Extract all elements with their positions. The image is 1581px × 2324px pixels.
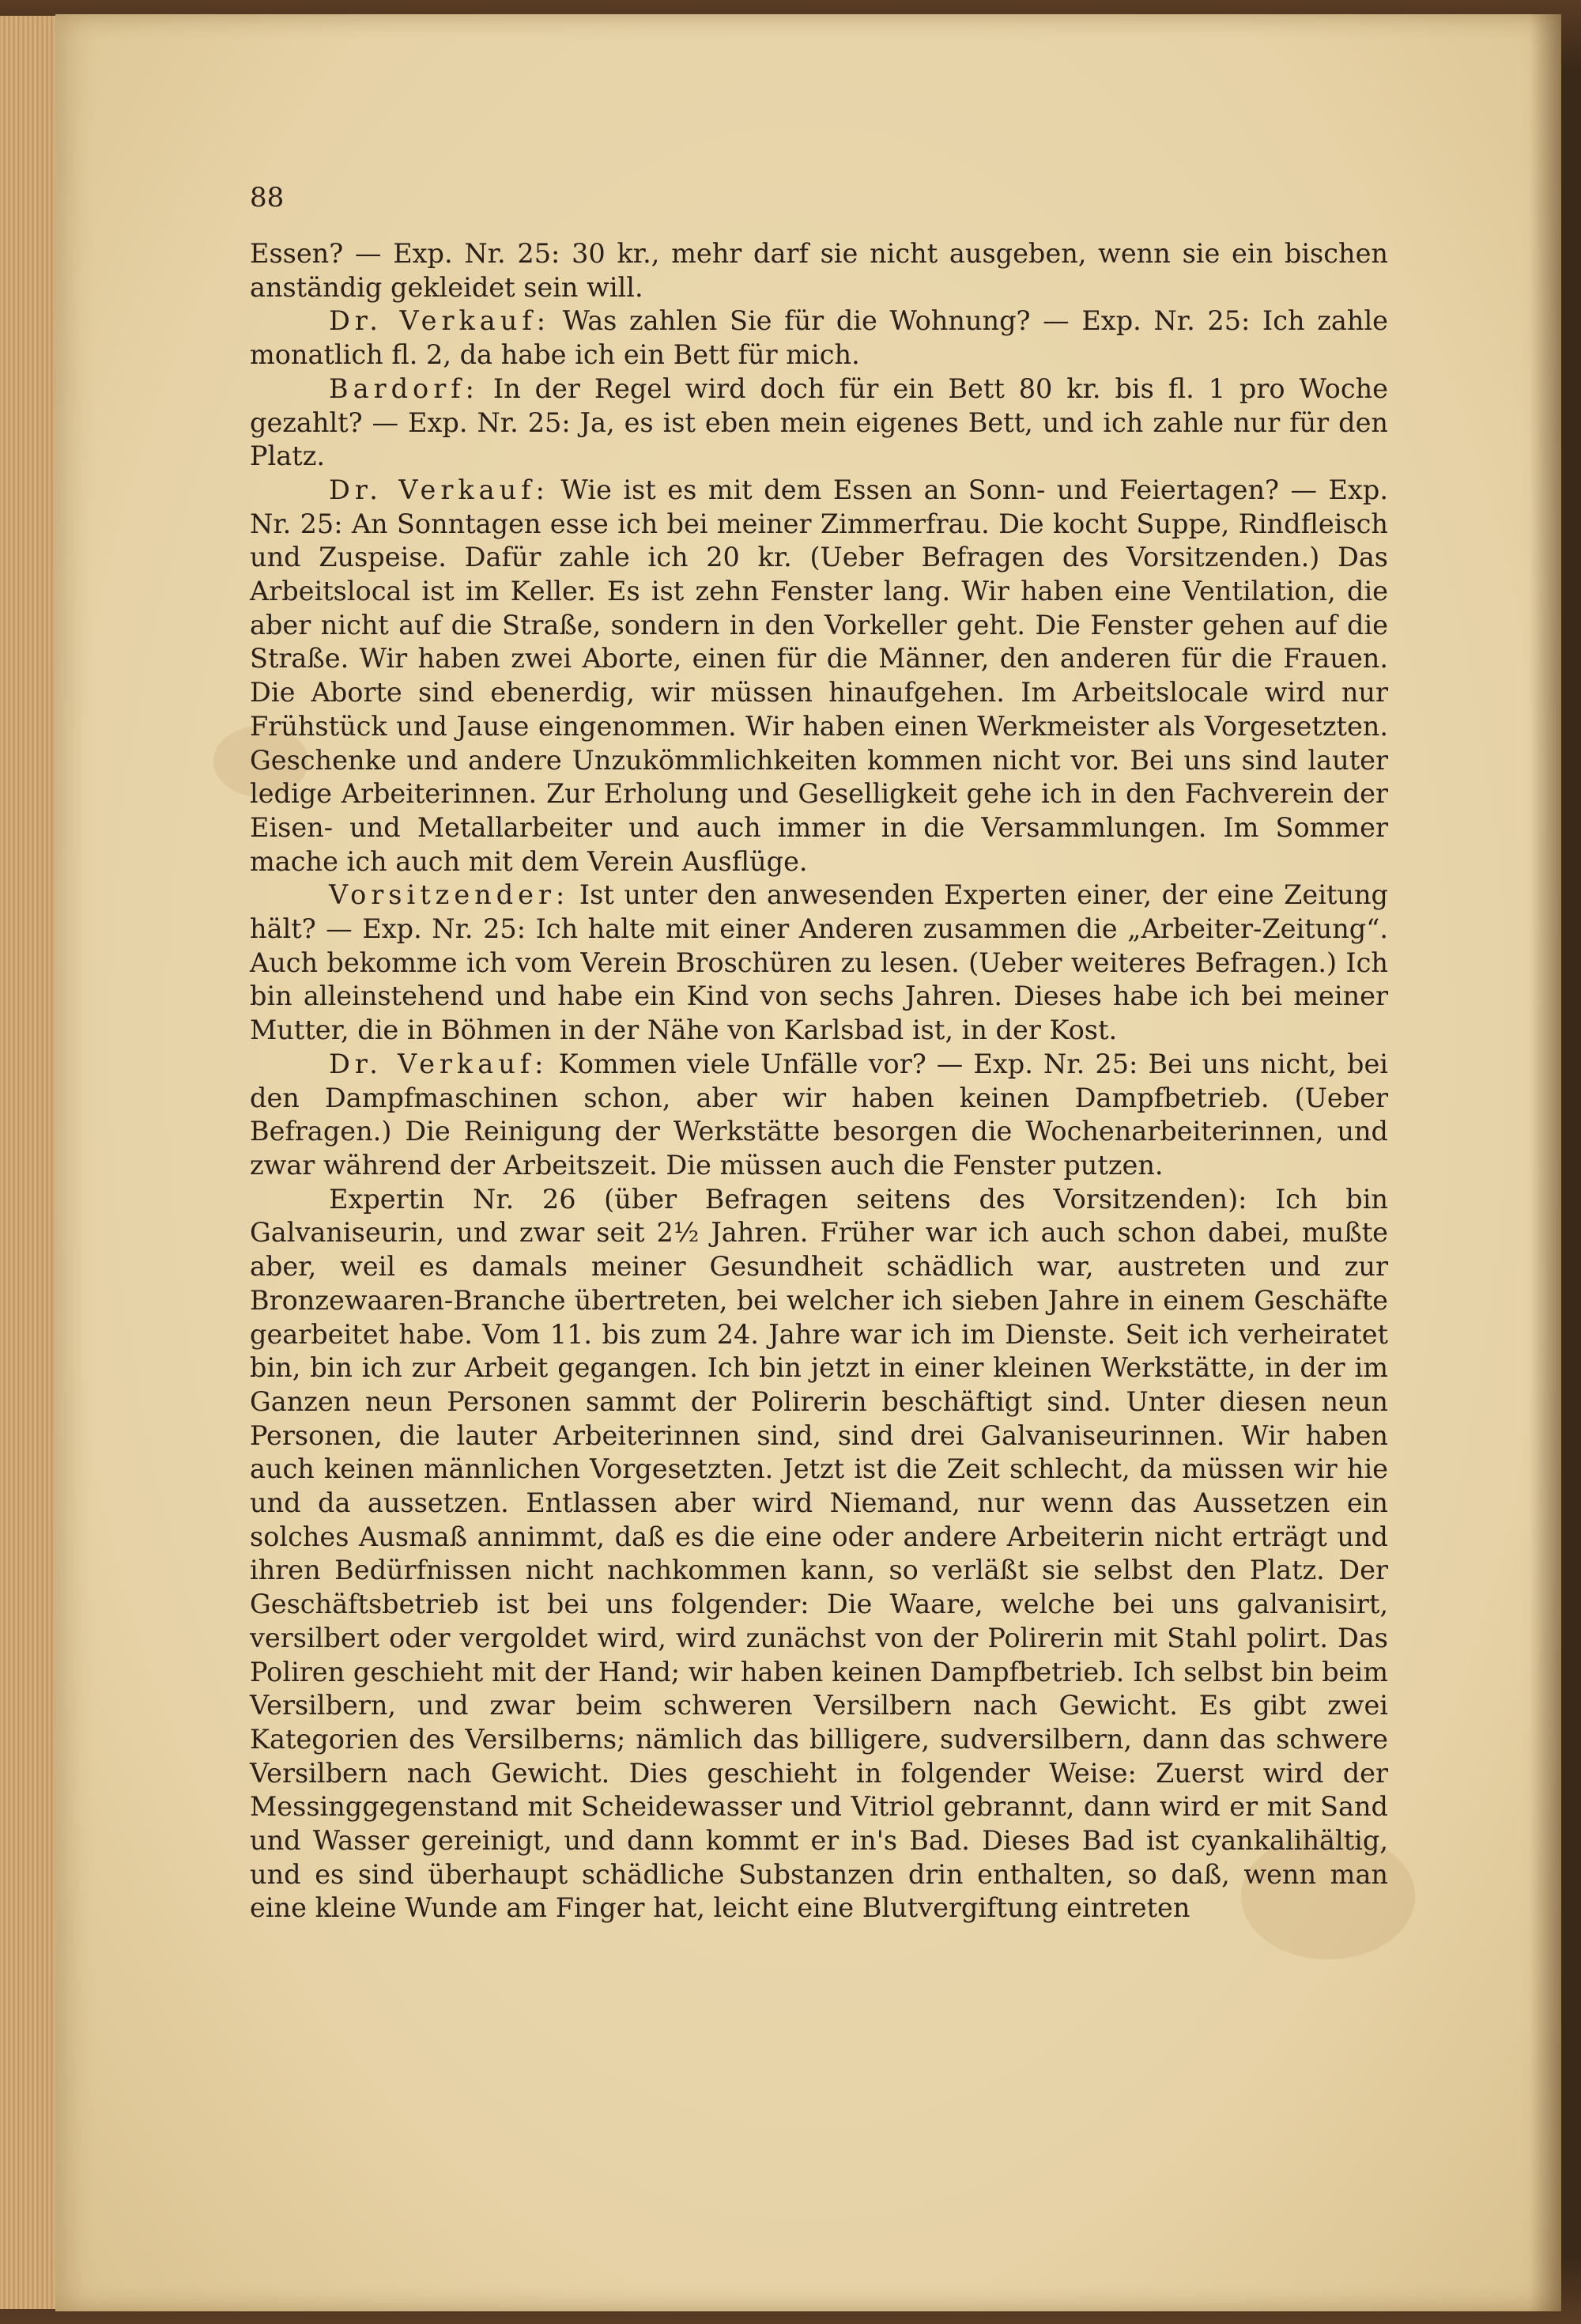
speaker-name: Bardorf: <box>329 372 479 404</box>
speaker-name: Dr. Verkauf: <box>329 474 549 505</box>
paragraph-text: Ist unter den anwesenden Experten einer, der eine Zeitung hält? — Exp. Nr. 25: Ich halte mit einer Anderen zusammen die „Arbeiter-Zeitung“. Auch bekomme ich vom Verein Broschüren zu lesen. (Ueber weiteres Befragen.) Ich bin alleinstehend und habe ein Kind von sechs Jahren. Dieses habe ich bei meiner Mutter, die in Böhmen in der Nähe von Karlsbad ist, in der Kost. <box>250 879 1389 1046</box>
speaker-name: Dr. Verkauf: <box>329 1048 549 1079</box>
paragraph <box>250 1048 1388 1183</box>
book-edge <box>0 16 62 2309</box>
paragraph-text: Kommen viele Unfälle vor? — Exp. Nr. 25: Bei uns nicht, bei den Dampfmaschinen schon, aber wir haben keinen Dampfbetrieb. (Ueber Befragen.) Die Reinigung der Werkstätte besorgen die Wochenarbeiterinnen, und zwar während der Arbeitszeit. Die müssen auch die Fenster putzen. <box>250 1048 1388 1181</box>
paragraph-text: Wie ist es mit dem Essen an Sonn- und Feiertagen? — Exp. Nr. 25: An Sonntagen esse ich bei meiner Zimmerfrau. Die kocht Suppe, Rindfleisch und Zuspeise. Dafür zahle ich 20 kr. (Ueber Befragen des Vorsitzenden.) Das Arbeitslocal ist im Keller. Es ist zehn Fenster lang. Wir haben eine Ventilation, die aber nicht auf die Straße, sondern in den Vorkeller geht. Die Fenster gehen auf die Straße. Wir haben zwei Aborte, einen für die Männer, den anderen für die Frauen. Die Aborte sind ebenerdig, wir müssen hinaufgehen. Im Arbeitslocale wird nur Frühstück und Jause eingenommen. Wir haben einen Werkmeister als Vorgesetzten. Geschenke und andere Unzukömmlichkeiten kommen nicht vor. Bei uns sind lauter ledige Arbeiterinnen. Zur Erholung und Geselligkeit gehe ich in den Fachverein der Eisen- und Metallarbeiter und auch immer in die Versammlungen. Im Sommer mache ich auch mit dem Verein Ausflüge. <box>250 474 1389 877</box>
page-number: 88 <box>250 182 285 214</box>
paragraph <box>250 372 1388 474</box>
speaker-name: Vorsitzender: <box>329 879 570 911</box>
paragraph <box>250 474 1388 879</box>
speaker-name: Dr. Verkauf: <box>329 305 550 337</box>
paragraph <box>250 304 1388 372</box>
page-gutter-shadow <box>1530 14 1561 2311</box>
paragraph <box>250 1183 1388 1925</box>
paragraph-text: Essen? — Exp. Nr. 25: 30 kr., mehr darf sie nicht ausgeben, wenn sie ein bischen anständig gekleidet sein will. <box>250 238 1388 303</box>
paragraph <box>250 237 1388 304</box>
paragraph <box>250 879 1388 1048</box>
paragraph-text: Was zahlen Sie für die Wohnung? — Exp. Nr. 25: Ich zahle monatlich fl. 2, da habe ich ein Bett für mich. <box>250 305 1388 371</box>
paragraph-text: In der Regel wird doch für ein Bett 80 kr. bis fl. 1 pro Woche gezahlt? — Exp. Nr. 25: Ja, es ist eben mein eigenes Bett, und ich zahle nur für den Platz. <box>250 372 1388 472</box>
paragraph-text: Expertin Nr. 26 (über Befragen seitens des Vorsitzenden): Ich bin Galvaniseurin, und zwar seit 2½ Jahren. Früher war ich auch schon dabei, mußte aber, weil es damals meiner Gesundheit schädlich war, austreten und zur Bronzewaaren-Branche übertreten, bei welcher ich sieben Jahre in einem Geschäfte gearbeitet habe. Vom 11. bis zum 24. Jahre war ich im Dienste. Seit ich verheiratet bin, bin ich zur Arbeit gegangen. Ich bin jetzt in einer kleinen Werkstätte, in der im Ganzen neun Personen sammt der Polirerin beschäftigt sind. Unter diesen neun Personen, die lauter Arbeiterinnen sind, sind drei Galvaniseurinnen. Wir haben auch keinen männlichen Vorgesetzten. Jetzt ist die Zeit schlecht, da müssen wir hie und da aussetzen. Entlassen aber wird Niemand, nur wenn das Aussetzen ein solches Ausmaß annimmt, daß es die eine oder andere Arbeiterin nicht erträgt und ihren Bedürfnissen nicht nachkommen kann, so verläßt sie selbst den Platz. Der Geschäftsbetrieb ist bei uns folgender: Die Waare, welche bei uns galvanisirt, versilbert oder vergoldet wird, wird zunächst von der Polirerin mit Stahl polirt. Das Poliren geschieht mit der Hand; wir haben keinen Dampfbetrieb. Ich selbst bin beim Versilbern, und zwar beim schweren Versilbern nach Gewicht. Es gibt zwei Kategorien des Versilberns; nämlich das billigere, sudversilbern, dann das schwere Versilbern nach Gewicht. Dies geschieht in folgender Weise: Zuerst wird der Messinggegenstand mit Scheidewasser und Vitriol gebrannt, dann wird er mit Sand und Wasser gereinigt, und dann kommt er in's Bad. Dieses Bad ist cyankalihältig, und es sind überhaupt schädliche Substanzen drin enthalten, so daß, wenn man eine kleine Wunde am Finger hat, leicht eine Blutvergiftung eintreten <box>250 1183 1388 1924</box>
body-text <box>250 237 1388 1925</box>
